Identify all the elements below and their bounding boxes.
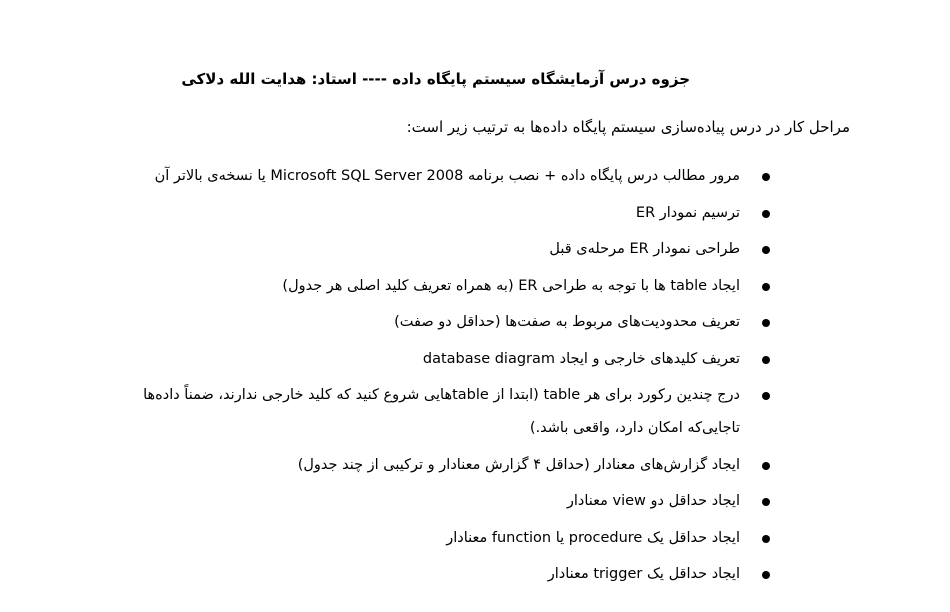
bullet-icon (762, 462, 770, 470)
list-item (100, 197, 770, 230)
step-text: ترسیم نمودار ER (635, 204, 740, 221)
step-text: تعریف محدودیت‌های مربوط به صفت‌ها (حداقل دو صفت) (394, 314, 740, 330)
bullet-icon (762, 319, 770, 327)
step-text: تعریف کلیدهای خارجی و ایجاد database diagram (422, 350, 740, 367)
bullet-icon (762, 210, 770, 218)
bullet-icon (762, 173, 770, 181)
bullet-icon (762, 246, 770, 254)
list-item (100, 233, 770, 266)
list-item (100, 160, 770, 193)
list-item (100, 522, 770, 555)
bullet-icon (762, 571, 770, 579)
bullet-icon (762, 498, 770, 506)
intro-paragraph: مراحل کار در درس پیاده‌سازی سیستم پایگاه داده‌ها به ترتیب زیر است: (406, 118, 850, 136)
step-text: ایجاد حداقل یک procedure یا function معنادار (446, 529, 740, 546)
bullet-icon (762, 392, 770, 400)
document-title: جزوه درس آزمایشگاه سیستم پایگاه داده ---- استاد: هدایت الله دلاکی (181, 70, 690, 88)
step-text: طراحی نمودار ER مرحله‌ی قبل (549, 241, 740, 257)
list-item (100, 485, 770, 518)
bullet-icon (762, 283, 770, 291)
list-item (100, 379, 770, 445)
list-item (100, 270, 770, 303)
step-text: ایجاد حداقل یک trigger معنادار (547, 566, 740, 582)
list-item (100, 343, 770, 376)
step-text: ایجاد حداقل دو view معنادار (566, 493, 740, 509)
steps-list (100, 160, 770, 595)
step-text: مرور مطالب درس پایگاه داده + نصب برنامه Microsoft SQL Server 2008 یا نسخه‌ی بالاتر آن (154, 168, 740, 184)
bullet-icon (762, 356, 770, 364)
step-text: ایجاد table ها با توجه به طراحی ER (به همراه تعریف کلید اصلی هر جدول) (282, 277, 740, 294)
list-item (100, 558, 770, 591)
list-item (100, 306, 770, 339)
step-text: ایجاد گزارش‌های معنادار (حداقل ۴ گزارش معنادار و ترکیبی از چند جدول) (297, 456, 740, 473)
bullet-icon (762, 535, 770, 543)
list-item (100, 449, 770, 482)
step-text: درج چندین رکورد برای هر table (ابتدا از tableهایی شروع کنید که کلید خارجی ندارند، ضمناً داده‌ها تاجایی‌که امکان دارد، واقعی باشد.) (143, 387, 740, 436)
